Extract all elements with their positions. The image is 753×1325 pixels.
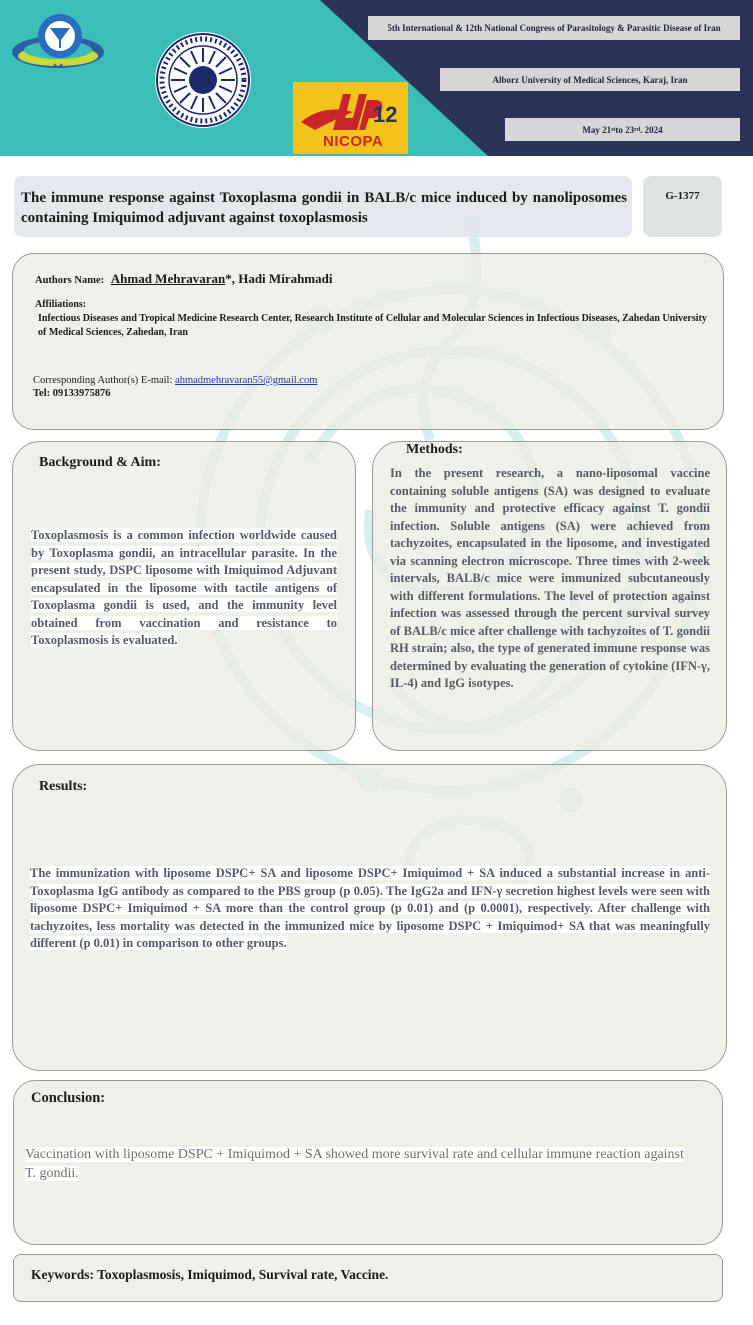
results-text: The immunization with liposome DSPC+ SA and liposome DSPC+ Imiquimod + SA induced a substantial increase in anti-Toxoplasma IgG antibody as compared to the PBS group (p 0.05). The IgG2a and IFN-γ secretion highest levels were seen with liposome DSPC+ Imiquimod + SA more than the control group (p 0.01) and (p 0.0001), respectively. After challenge with tachyzoites, less mortality was detected in the immunized mice by liposome DSPC + Imiquimod+ SA that was meaningfully different (p 0.01) in comparison to other groups.: [30, 866, 710, 950]
title-box: [14, 176, 632, 237]
keywords-label: Keywords:: [31, 1267, 94, 1282]
author-tel: Tel: 09133975876: [33, 388, 111, 399]
affiliations-text: Infectious Diseases and Tropical Medicine Research Center, Research Institute of Cellular and Molecular Sciences in Infectious Diseases, Zahedan University of Medical Sciences, Zahedan, Iran: [38, 313, 707, 338]
affiliations-label: Affiliations:: [35, 299, 87, 310]
nicopa-logo-text: NICOPA: [323, 133, 384, 150]
background-text: Toxoplasmosis is a common infection worldwide caused by Toxoplasma gondii, an intracellular parasite. In the present study, DSPC liposome with Imiquimod Adjuvant encapsulated in the liposome with tactile antigens of Toxoplasma gondii is used, and the immunity level obtained from vaccination and resistance to Toxoplasmosis is evaluated.: [31, 528, 337, 647]
nicopa-logo-icon: [293, 82, 408, 154]
keywords-line: [31, 1267, 388, 1283]
methods-text: In the present research, a nano-liposomal vaccine containing soluble antigens (SA) was designed to evaluate the immunity and protective efficacy against T. gondii infection. Soluble antigens (SA) were achieved from tachyzoites, encapsulated in the liposome, and investigated via scanning electron microscope. Three times with 2-week intervals, BALB/c mice were immunized subcutaneously with different formulations. The level of protection against infection was assessed through the percent survival survey of BALB/c mice after challenge with tachyzoites of T. gondii RH strain; also, the type of generated immune response was determined by evaluating the generation of cytokine (IFN-γ, IL-4) and IgG isotypes.: [390, 466, 710, 690]
author-email-link[interactable]: ahmadmehravaran55@gmail.com: [175, 375, 318, 386]
background-box: [12, 441, 356, 751]
congress-name: 5th International & 12th National Congress of Parasitology & Parasitic Disease of Iran: [368, 16, 740, 40]
co-authors: *, Hadi Mirahmadi: [225, 271, 333, 286]
congress-date: May 21 st to 23 rd . 2024: [505, 118, 740, 141]
university-name: Alborz University of Medical Sciences, Karaj, Iran: [440, 68, 740, 91]
results-heading: Results:: [39, 779, 88, 794]
corresponding-line: [33, 375, 317, 386]
poster-code: G-1377: [665, 190, 700, 202]
authors-box: [12, 253, 724, 430]
poster-title: The immune response against Toxoplasma gondii in BALB/c mice induced by nanoliposomes containing Imiquimod adjuvant against toxoplasmosis: [21, 190, 627, 226]
methods-heading: Methods:: [406, 442, 463, 457]
keywords-text: Toxoplasmosis, Imiquimod, Survival rate, Vaccine.: [97, 1267, 389, 1282]
main-author: Ahmad Mehravaran: [110, 271, 226, 286]
authors-line: [35, 271, 332, 287]
conclusion-heading: Conclusion:: [31, 1090, 106, 1106]
nicopa-logo-number: 12: [373, 102, 398, 127]
keywords-box: [13, 1254, 723, 1302]
conclusion-box: [13, 1080, 723, 1245]
results-box: [12, 764, 727, 1071]
methods-box: [372, 441, 727, 751]
corresponding-label: Corresponding Author(s) E-mail:: [33, 375, 173, 386]
parasitology-logo-icon: [8, 10, 108, 82]
conclusion-text: Vaccination with liposome DSPC + Imiquimod + SA showed more survival rate and cellular immune reaction against T. gondii.: [25, 1147, 684, 1181]
code-box: [643, 176, 722, 237]
background-heading: Background & Aim:: [39, 455, 161, 470]
authors-label: Authors Name:: [35, 275, 105, 286]
iranian-society-seal-icon: [155, 32, 251, 128]
